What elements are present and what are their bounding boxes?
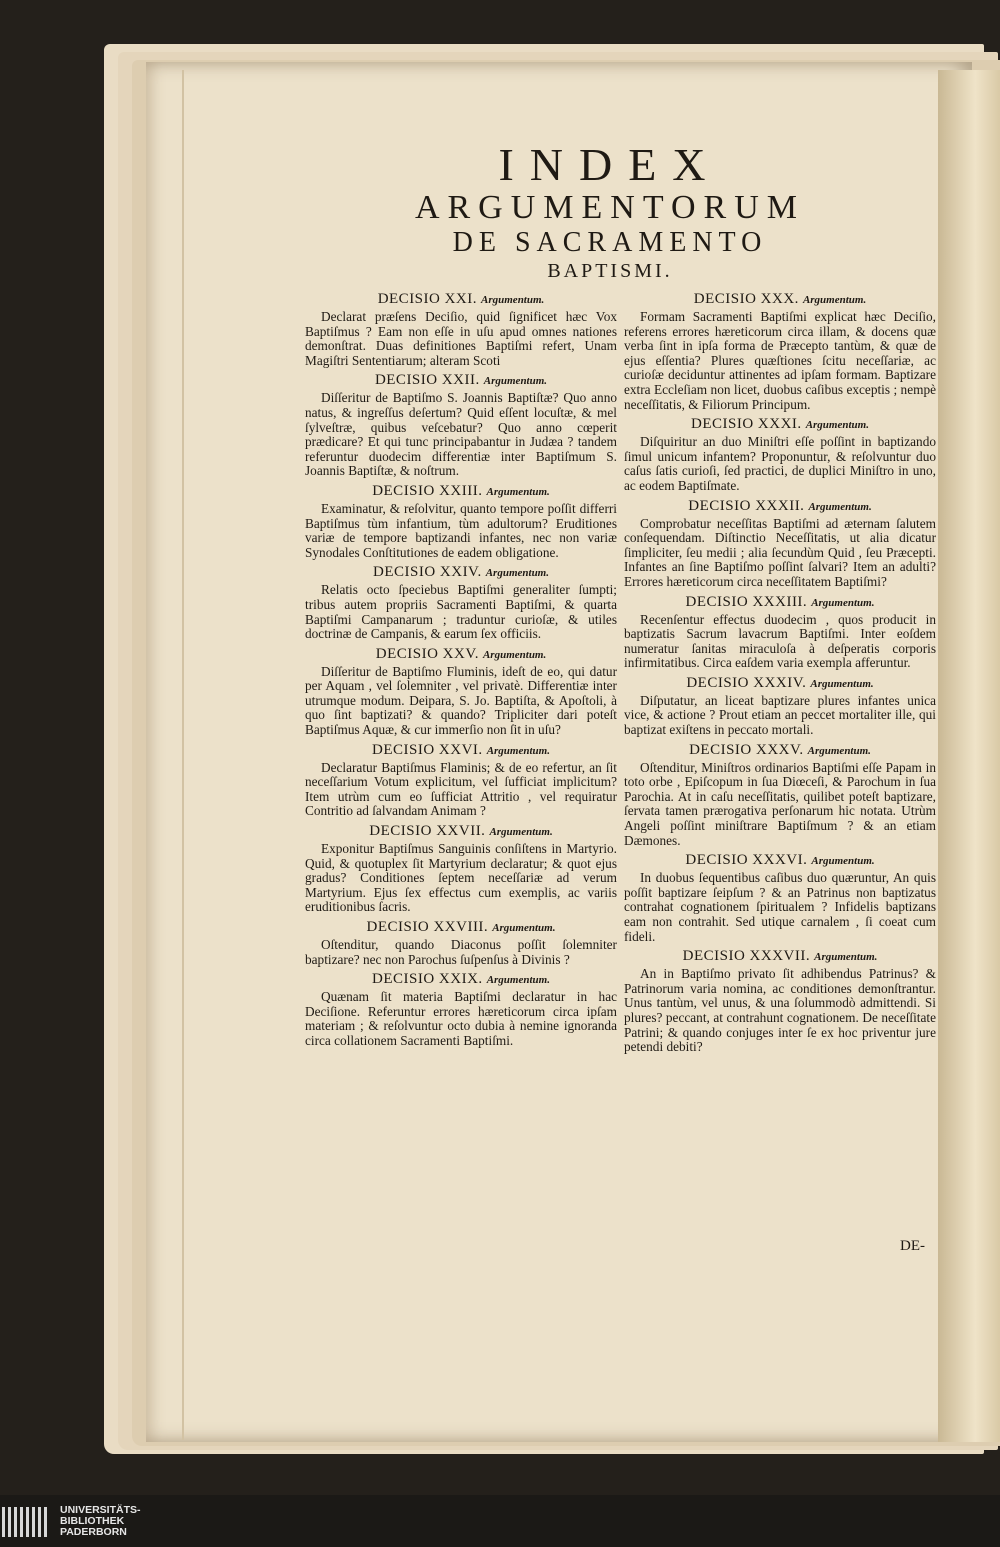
decision-number: DECISIO XXXVII. <box>682 948 811 965</box>
decision-entry <box>624 497 936 590</box>
decision-summary: Comprobatur neceſſitas Baptiſmi ad æternam ſalutem conſequendam. Diſtinctio Neceſſitatis, ut alia dicatur ſimpliciter, ſeu medii ; alia ſecundùm Quid , ſeu Præcepti. Infantes an ſine Baptiſmo poſſint ſalvari? Item an adulti? Errores hæreticorum circa neceſſitatem Baptiſmi? <box>624 515 936 589</box>
decision-summary: Diſputatur, an liceat baptizare plures infantes unica vice, & actione ? Prout etiam an peccet mortaliter ille, qui baptizat exiſtens in peccato mortali. <box>624 692 936 738</box>
decision-heading <box>305 290 617 308</box>
decision-number: DECISIO XXIV. <box>372 564 482 581</box>
argumentum-label: Argumentum. <box>811 855 875 868</box>
decision-heading <box>624 497 936 515</box>
decision-entry <box>305 970 617 1048</box>
argumentum-label: Argumentum. <box>802 294 867 306</box>
decision-entry <box>305 822 617 915</box>
catchword: DE- <box>900 1238 925 1254</box>
decision-summary: Relatis octo ſpeciebus Baptiſmi generaliter ſumpti; tribus autem propriis Sacramenti Baptiſmi, & quarta Baptiſmi Campanarum ; traduntur curioſæ, & utiles doctrinæ de Campanis, & earum ſex officiis. <box>305 582 617 642</box>
decision-entry <box>624 741 936 849</box>
decision-summary: Examinatur, & reſolvitur, quanto tempore poſſit differri Baptiſmus tùm infantium, tùm adultorum? Eruditiones variæ de tempore baptizandi infantes, nec non variæ Synodales Conſtitutiones de eadem obligatione. <box>305 500 617 560</box>
decision-summary: Diſſeritur de Baptiſmo S. Joannis Baptiſtæ? Quo anno natus, & ingreſſus deſertum? Quid eſſent locuſtæ, & mel ſylveſtræ, quibus veſcebatur? Quo anno cœperit prædicare? Et qui tunc principabantur in Judæa ? tandem referuntur duodecim differentiæ inter Baptiſmum S. Joannis Baptiſtæ, & noſtrum. <box>305 390 617 479</box>
argumentum-label: Argumentum. <box>486 744 550 757</box>
decision-heading <box>305 482 617 500</box>
decision-heading <box>305 645 617 663</box>
decision-entry <box>305 918 617 967</box>
page-title <box>300 140 920 284</box>
decision-summary: Recenſentur effectus duodecim , quos producit in baptizatis Sacrum lavacrum Baptiſmi. Inter eoſdem numeratur ſanitas miraculoſa à deſperatis corporis infirmitatibus. Circa eaſdem varia exempla afferuntur. <box>624 611 936 671</box>
argumentum-label: Argumentum. <box>808 500 872 513</box>
decision-summary: Quænam ſit materia Baptiſmi declaratur in hac Deciſione. Referuntur errores hæreticorum circa ipſam materiam ; & reſolvuntur octo dubia à nemine ignoranda circa collationem Sacramenti Baptiſmi. <box>305 989 617 1048</box>
decision-number: DECISIO XXII. <box>374 372 480 389</box>
decision-entry <box>305 645 617 738</box>
library-name <box>60 1505 141 1538</box>
argumentum-label: Argumentum. <box>492 922 556 934</box>
decision-number: DECISIO XXV. <box>375 645 479 662</box>
argumentum-label: Argumentum. <box>481 294 545 306</box>
decision-summary: Oſtenditur, quando Diaconus poſſit ſolemniter baptizare? nec non Parochus ſuſpenſus à Divinis ? <box>305 937 617 967</box>
decision-entry <box>305 482 617 560</box>
decision-number: DECISIO XXVII. <box>369 823 486 840</box>
decision-entry <box>305 563 617 641</box>
right-column <box>624 290 936 1058</box>
decision-entry <box>624 415 936 493</box>
argumentum-label: Argumentum. <box>482 648 547 661</box>
decision-number: DECISIO XXXIII. <box>685 593 808 610</box>
decision-number: DECISIO XXX. <box>693 291 799 307</box>
decision-heading <box>624 741 936 759</box>
library-barcode-logo-icon <box>2 1507 52 1537</box>
decision-summary: Diſſeritur de Baptiſmo Fluminis, ideſt de eo, qui datur per Aquam , vel ſolemniter , vel privatè. Differentiæ inter utrumque modum. Deipara, S. Jo. Baptiſta, & Apoſtoli, à quo ſint baptizati? & quando? Tripliciter dari poteſt Baptiſmus Aquæ, & cur immerſio non ſit in uſu? <box>305 663 617 738</box>
library-name-line: UNIVERSITÄTS- <box>60 1504 141 1516</box>
decision-heading <box>305 371 617 389</box>
argumentum-label: Argumentum. <box>486 974 550 987</box>
argumentum-label: Argumentum. <box>807 744 871 757</box>
argumentum-label: Argumentum. <box>489 826 553 839</box>
decision-number: DECISIO XXXII. <box>688 497 805 514</box>
decision-number: DECISIO XXI. <box>377 291 478 307</box>
decision-heading <box>624 947 936 965</box>
decision-entry <box>624 290 936 412</box>
decision-number: DECISIO XXVIII. <box>366 919 489 935</box>
argumentum-label: Argumentum. <box>811 596 875 609</box>
page-margin-rule <box>182 70 184 1440</box>
decision-heading <box>305 822 617 840</box>
decision-entry <box>624 851 936 944</box>
title-line-index: INDEX <box>498 139 722 190</box>
decision-summary: Diſquiritur an duo Miniſtri eſſe poſſint in baptizando ſimul unicum infantem? Proponuntur, & reſolvuntur duo caſus ſatis curioſi, ſed practici, de duplici Miniſtro in uno, ac eodem Baptiſmate. <box>624 434 936 493</box>
decision-number: DECISIO XXXVI. <box>685 852 808 869</box>
decision-number: DECISIO XXIII. <box>372 482 483 499</box>
decision-heading <box>305 741 617 759</box>
title-line-baptismi: BAPTISMI. <box>547 260 673 282</box>
decision-number: DECISIO XXVI. <box>372 741 483 758</box>
argumentum-label: Argumentum. <box>485 567 549 580</box>
argumentum-label: Argumentum. <box>814 951 878 964</box>
library-footer <box>0 1495 1000 1547</box>
decision-number: DECISIO XXIX. <box>372 971 483 988</box>
decision-heading <box>624 415 936 433</box>
decision-heading <box>624 290 936 308</box>
decision-summary: An in Baptiſmo privato ſit adhibendus Patrinus? & Patrinorum varia nomina, ac conditiones demonſtrantur. Unus tantùm, vel unus, & una ſolummodò admittendi. Si plures? peccant, at contrahunt cognationem. De neceſſitate Patrini; & quando conjuges inter ſe ex hoc priventur jure petendi debiti? <box>624 966 936 1055</box>
decision-number: DECISIO XXXI. <box>691 416 802 433</box>
decision-entry <box>624 593 936 671</box>
decision-entry <box>305 290 617 368</box>
decision-heading <box>624 593 936 611</box>
decision-summary: Formam Sacramenti Baptiſmi explicat hæc Deciſio, referens errores hæreticorum circa illam, & docens quæ verba ſint in ipſa forma de Præcepto tantùm, & quæ de ejus eſſentia? Plures quæſtiones ſcitu neceſſariæ, ac curioſæ deciduntur attinentes ad ipſam formam. Baptizare extra Eccleſiam non licet, duobus caſibus exceptis ; nempè neceſſitatis, & Filiorum Principum. <box>624 309 936 412</box>
library-name-line: PADERBORN <box>60 1526 127 1538</box>
decision-summary: Exponitur Baptiſmus Sanguinis conſiſtens in Martyrio. Quid, & quotuplex ſit Martyrium declaratur; & quot ejus gradus? Conditiones ſeptem neceſſariæ ad verum Martyrium. Ejus ſex effectus cum exemplis, ac variis eruditionibus ſacris. <box>305 841 617 915</box>
decision-heading <box>305 918 617 936</box>
argumentum-label: Argumentum. <box>810 677 874 690</box>
title-line-argumentorum: ARGUMENTORUM <box>414 189 806 226</box>
decision-heading <box>305 970 617 988</box>
decision-heading <box>624 674 936 692</box>
decision-heading <box>624 851 936 869</box>
argumentum-label: Argumentum. <box>805 419 869 432</box>
argumentum-label: Argumentum. <box>483 375 548 388</box>
decision-number: DECISIO XXXV. <box>689 741 804 758</box>
book-gutter <box>938 70 1000 1442</box>
decision-entry <box>305 371 617 479</box>
library-name-line: BIBLIOTHEK <box>60 1515 125 1527</box>
title-line-de-sacramento: DE SACRAMENTO <box>452 227 768 258</box>
decision-summary: Declaratur Baptiſmus Flaminis; & de eo refertur, an ſit neceſſarium Votum explicitum, vel ſufficiat implicitum? Item utrùm cum eo ſufficiat Attritio , vel requiratur Contritio ad ſalvandam Animam ? <box>305 759 617 819</box>
left-column <box>305 290 617 1052</box>
decision-entry <box>624 947 936 1055</box>
decision-heading <box>305 563 617 581</box>
decision-summary: Oſtenditur, Miniſtros ordinarios Baptiſmi eſſe Papam in toto orbe , Epiſcopum in ſua Diœceſi, & Parochum in ſua Parochia. At in caſu neceſſitatis, quilibet poteſt baptizare, ſervata tamen prærogativa perſonarum hic notata. Utrùm Angeli poſſint miniſtrare Baptiſmum ? & an etiam Dæmones. <box>624 759 936 848</box>
decision-entry <box>624 674 936 738</box>
decision-summary: In duobus ſequentibus caſibus duo quæruntur, An quis poſſit baptizare ſeipſum ? & an Patrinus non baptizatus contrahat cognationem ſpiritualem ? Infidelis baptizans eam non contrahit. Sed utique carnalem , ſi coeat cum fideli. <box>624 870 936 944</box>
argumentum-label: Argumentum. <box>486 485 550 498</box>
decision-entry <box>305 741 617 819</box>
decision-summary: Declarat præſens Deciſio, quid ſignificet hæc Vox Baptiſmus ? Eam non eſſe in uſu apud omnes nationes demonſtrat. Duas definitiones Baptiſmi refert, Unam Magiſtri Sententiarum; alteram Scoti <box>305 309 617 368</box>
decision-number: DECISIO XXXIV. <box>686 674 807 691</box>
